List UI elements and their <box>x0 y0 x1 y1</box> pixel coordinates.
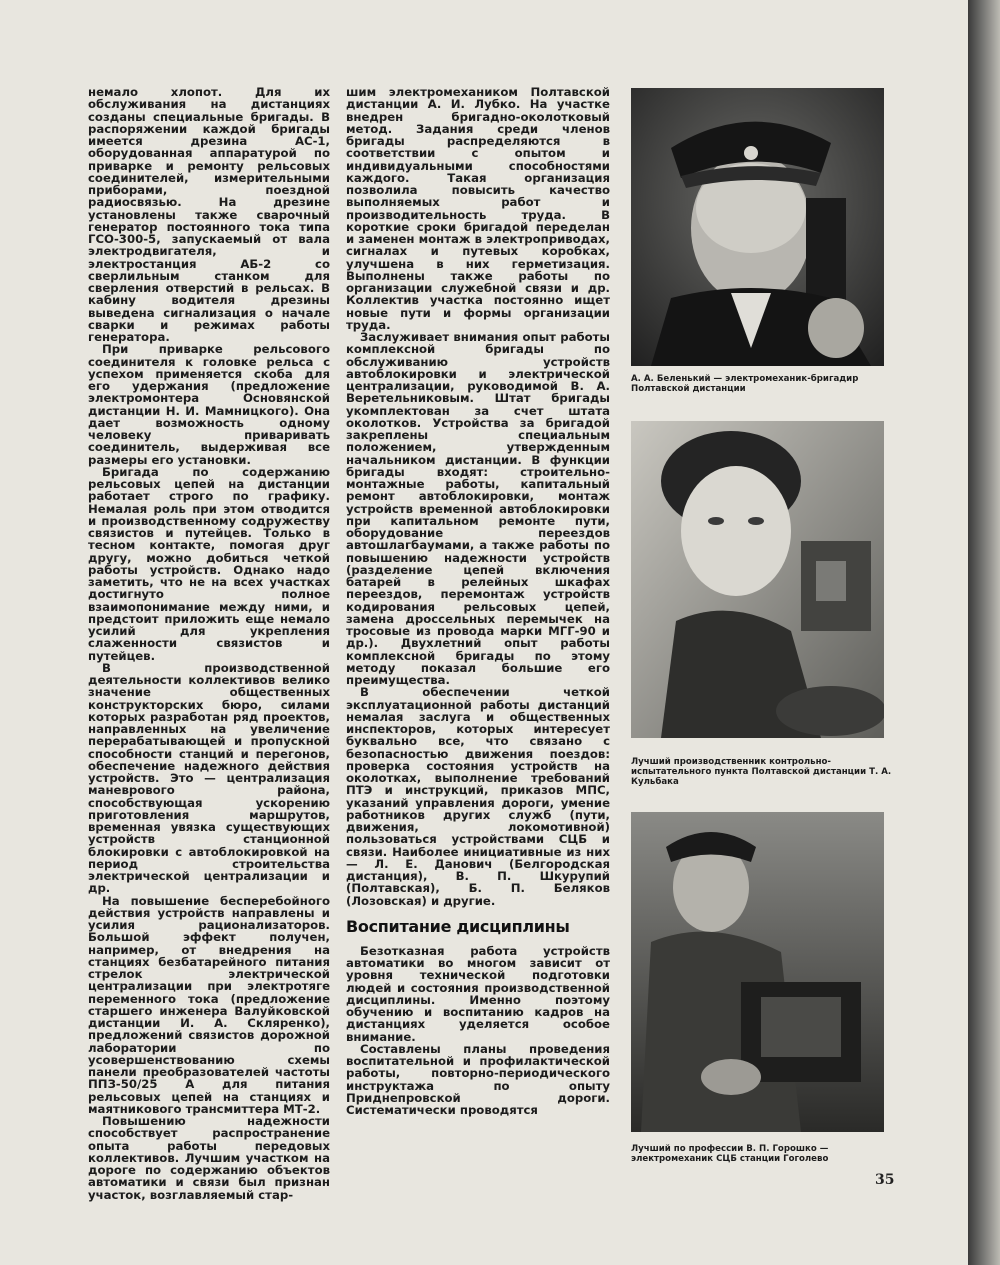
paragraph: На повышение бесперебойного действия устройств направлены и усилия рационализаторов. Большой эффект получен, например, от внедрения на станциях безбатарейного питания стрелок электрической централизации при электротяге переменного тока (предложение старшего инженера Валуйковской дистанции И. А. Скляренко), предложений связистов дорожной лаборатории по усовершенствованию схемы панели преобразователей частоты ППЗ-50/25 А для питания рельсовых цепей на станциях и маятникового трансмиттера МТ-2. <box>88 893 330 1116</box>
paragraph: При приварке рельсового соединителя к головке рельса с успехом применяется скоба для его удержания (предложение электромонтера Основянской дистанции Н. И. Мамницкого). Она дает возможность одному человеку приваривать соединитель, выдерживая все размеры его установки. <box>88 342 330 467</box>
page-number: 35 <box>875 1172 895 1188</box>
page-binding-edge <box>968 0 1000 1265</box>
photo-caption-1: А. А. Беленький — электромеханик-бригадир Полтавской дистанции <box>631 374 859 394</box>
text-column-middle <box>346 86 610 1116</box>
photo-portrait-3 <box>631 812 884 1132</box>
section-heading: Воспитание дисциплины <box>346 916 570 936</box>
paragraph: шим электромехаником Полтавской дистанции А. И. Лубко. На участке внедрен бригадно-околотковый метод. Задания среди членов бригады распределяются в соответствии с опытом и индивидуальными способностями каждого. Такая организация позволила повысить качество выполняемых работ и производительность труда. В короткие сроки бригадой переделан и заменен монтаж в электроприводах, сигналах и путевых коробках, улучшена в них герметизация. Выполнены также работы по организации служебной связи и др. Коллектив участка постоянно ищет новые пути и формы организации труда. <box>346 85 610 332</box>
paragraph: Заслуживает внимания опыт работы комплексной бригады по обслуживанию устройств автоблокировки и электрической централизации, руководимой В. А. Веретельниковым. Штат бригады укомплектован за счет штата околотков. Устройства за бригадой закреплены специальным положением, утвержденным начальником дистанции. В функции бригады входят: строительно-монтажные работы, капитальный ремонт автоблокировки, монтаж устройств временной автоблокировки при капитальном ремонте пути, оборудование переездов автошлагбаумами, а также работы по повышению надежности устройств (разделение цепей включения батарей в релейных шкафах переездов, перемонтаж устройств кодирования рельсовых цепей, замена дроссельных перемычек на тросовые из провода марки МГГ-90 и др.). Двухлетний опыт работы комплексной бригады по этому методу показал большие его преимущества. <box>346 330 610 687</box>
paragraph: В обеспечении четкой эксплуатационной работы дистанций немалая заслуга и общественных инспекторов, которых интересует буквально все, что связано с безопасностью движения поездов: проверка состояния устройств на околотках, выполнение требований ПТЭ и инструкций, приказов МПС, указаний управления дороги, умение работников других служб (пути, движения, локомотивной) пользоваться устройствами СЦБ и связи. Наиболее инициативные из них — Л. Е. Данович (Белгородская дистанция), В. П. Шкурупий (Полтавская), Б. П. Беляков (Лозовская) и другие. <box>346 685 610 908</box>
paragraph: Бригада по содержанию рельсовых цепей на дистанции работает строго по графику. Немалая роль при этом отводится и производственному содружеству связистов и путейцев. Только в тесном контакте, помогая друг другу, можно добиться четкой работы устройств. Однако надо заметить, что не на всех участках достигнуто полное взаимопонимание между ними, и предстоит приложить еще немало усилий для укрепления слаженности связистов и путейцев. <box>88 464 330 663</box>
paragraph: В производственной деятельности коллективов велико значение общественных конструкторских бюро, силами которых разработан ряд проектов, направленных на увеличение перерабатывающей и пропускной способности станций и перегонов, обеспечение надежного действия устройств. Это — централизация маневрового района, способствующая ускорению приготовления маршрутов, временная увязка существующих устройств станционной блокировки с автоблокировкой на период строительства электрической централизации и др. <box>88 660 330 896</box>
text-column-left <box>88 86 330 1201</box>
photo-portrait-2 <box>631 421 884 738</box>
photo-caption-2: Лучший производственник контрольно-испытательного пункта Полтавской дистанции Т. А. Кульбака <box>631 757 892 787</box>
paragraph: Составлены планы проведения воспитательной и профилактической работы, повторно-периодического инструктажа по опыту Приднепровской дороги. Систематически проводятся <box>346 1041 610 1117</box>
paragraph: немало хлопот. Для их обслуживания на дистанциях созданы специальные бригады. В распоряжении каждой бригады имеется дрезина АС-1, оборудованная аппаратурой по приварке и ремонту рельсовых соединителей, измерительными приборами, поездной радиосвязью. На дрезине установлены также сварочный генератор постоянного тока типа ГСО-300-5, запускаемый от вала электродвигателя, и электростанция АБ-2 со сверлильным станком для сверления отверстий в рельсах. В кабину водителя дрезины выведена сигнализация о начале сварки и режимах работы генератора. <box>88 85 330 344</box>
photo-caption-3: Лучший по профессии В. П. Горошко — электромеханик СЦБ станции Гоголево <box>631 1144 829 1164</box>
photo-portrait-1 <box>631 88 884 366</box>
paragraph: Повышению надежности способствует распространение опыта работы передовых коллективов. Лучшим участком на дороге по содержанию объектов автоматики и связи был признан участок, возглавляемый стар- <box>88 1114 330 1202</box>
paragraph: Безотказная работа устройств автоматики во многом зависит от уровня технической подготовки людей и состояния производственной дисциплины. Именно поэтому обучению и воспитанию кадров на дистанциях уделяется особое внимание. <box>346 943 610 1044</box>
